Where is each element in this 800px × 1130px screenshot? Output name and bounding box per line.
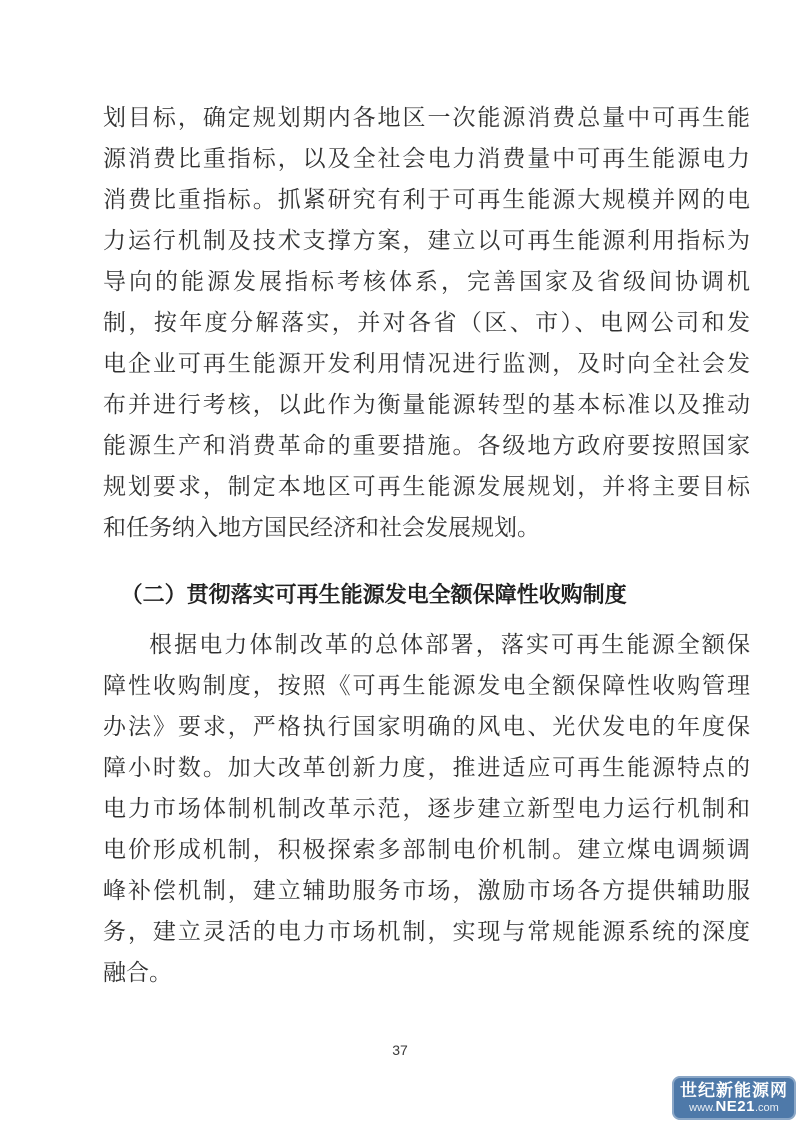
body-text-line: 障性收购制度，按照《可再生能源发电全额保障性收购管理 — [103, 673, 750, 699]
body-text-line: 源消费比重指标，以及全社会电力消费量中可再生能源电力 — [103, 146, 750, 172]
ne21-watermark-logo — [672, 1076, 796, 1120]
body-text-line: 办法》要求，严格执行国家明确的风电、光伏发电的年度保 — [103, 714, 750, 740]
body-text-line: 力运行机制及技术支撑方案，建立以可再生能源利用指标为 — [103, 228, 750, 254]
logo-url — [689, 1100, 779, 1115]
body-text-line: 务，建立灵活的电力市场机制，实现与常规能源系统的深度 — [103, 919, 750, 945]
body-text-line: 划目标，确定规划期内各地区一次能源消费总量中可再生能 — [103, 105, 750, 131]
logo-site-name: 世纪新能源网 — [680, 1081, 788, 1100]
body-text-line: 布并进行考核，以此作为衡量能源转型的基本标准以及推动 — [103, 392, 750, 418]
body-text-line: 和任务纳入地方国民经济和社会发展规划。 — [103, 515, 540, 541]
body-text-line: 导向的能源发展指标考核体系，完善国家及省级间协调机 — [103, 269, 750, 295]
body-text-line: 根据电力体制改革的总体部署，落实可再生能源全额保 — [149, 632, 750, 658]
body-text-line: 融合。 — [103, 960, 172, 986]
body-text-line: 能源生产和消费革命的重要措施。各级地方政府要按照国家 — [103, 433, 750, 459]
body-text-line: 电力市场体制机制改革示范，逐步建立新型电力运行机制和 — [103, 796, 750, 822]
body-text-line: 制，按年度分解落实，并对各省（区、市）、电网公司和发 — [103, 310, 750, 336]
body-text-line: 峰补偿机制，建立辅助服务市场，激励市场各方提供辅助服 — [103, 878, 750, 904]
section-heading: （二）贯彻落实可再生能源发电全额保障性收购制度 — [120, 582, 627, 608]
body-text-line: 电价形成机制，积极探索多部制电价机制。建立煤电调频调 — [103, 837, 750, 863]
body-text-line: 电企业可再生能源开发利用情况进行监测，及时向全社会发 — [103, 351, 750, 377]
body-text-line: 障小时数。加大改革创新力度，推进适应可再生能源特点的 — [103, 755, 750, 781]
document-text-block — [103, 98, 750, 994]
page-number: 37 — [392, 1042, 408, 1058]
logo-url-tld: .com — [754, 1102, 779, 1114]
logo-url-www: www. — [689, 1102, 716, 1114]
body-text-line: 消费比重指标。抓紧研究有利于可再生能源大规模并网的电 — [103, 187, 750, 213]
body-text-line: 规划要求，制定本地区可再生能源发展规划，并将主要目标 — [103, 474, 750, 500]
logo-url-domain: NE21 — [715, 1098, 755, 1115]
